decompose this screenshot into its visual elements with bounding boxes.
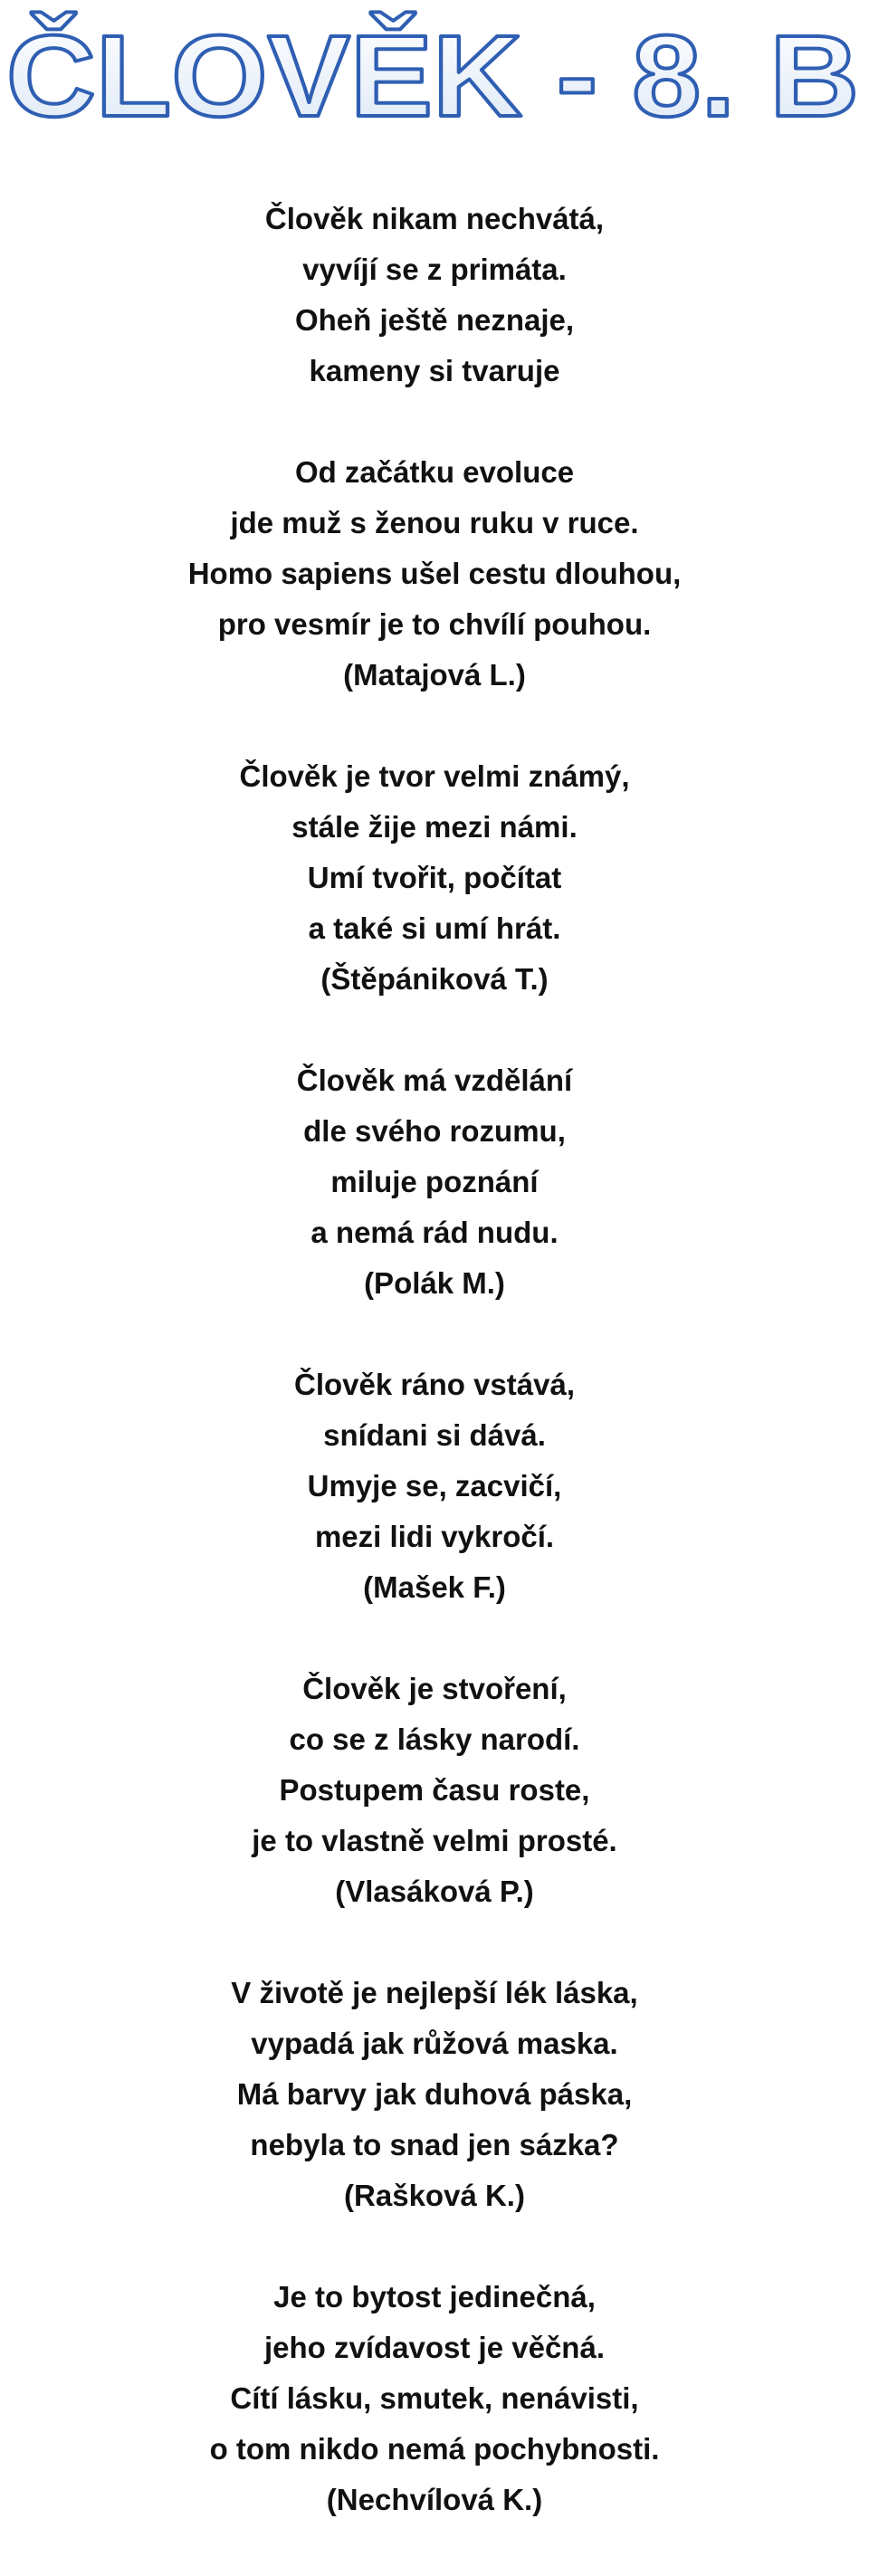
author-credit: (Nechvílová K.) [326, 2483, 543, 2516]
poem-line: stále žije mezi námi. [291, 810, 578, 844]
title-wordart [0, 0, 869, 136]
poem-line: a nemá rád nudu. [310, 1216, 559, 1249]
poem-line: Člověk je stvoření, [302, 1672, 567, 1705]
poem-line: Umyje se, zacvičí, [307, 1469, 562, 1503]
poem-line: jeho zvídavost je věčná. [264, 2331, 605, 2364]
stanza-4 [0, 1055, 869, 1309]
poem-line: kameny si tvaruje [309, 354, 560, 387]
poem-line: Od začátku evoluce [294, 455, 575, 489]
author-credit: (Mašek F.) [363, 1570, 506, 1604]
poem-line: Člověk je tvor velmi známý, [239, 759, 630, 793]
stanza-1 [0, 194, 869, 396]
poem-line: o tom nikdo nemá pochybnosti. [209, 2432, 660, 2466]
author-credit: (Rašková K.) [344, 2179, 525, 2212]
poem-line: nebyla to snad jen sázka? [250, 2128, 619, 2161]
poem-body [0, 194, 869, 2576]
author-credit: (Štěpániková T.) [320, 962, 549, 996]
poem-line: mezi lidi vykročí. [314, 1520, 555, 1553]
stanza-7 [0, 1968, 869, 2221]
author-credit: (Matajová L.) [343, 658, 526, 692]
author-credit: (Polák M.) [364, 1266, 505, 1300]
poem-line: co se z lásky narodí. [289, 1722, 580, 1756]
poem-line: Postupem času roste, [279, 1773, 590, 1807]
page-title: ČLOVĚK - 8. B [6, 12, 860, 136]
stanza-2 [0, 447, 869, 701]
stanza-8 [0, 2272, 869, 2525]
poem-line: Oheň ještě neznaje, [294, 303, 575, 337]
poem-line: V životě je nejlepší lék láska, [231, 1976, 638, 2009]
poem-line: a také si umí hrát. [308, 911, 561, 945]
author-credit: (Vlasáková P.) [335, 1875, 534, 1908]
poem-line: Má barvy jak duhová páska, [236, 2077, 633, 2111]
poem-line: vypadá jak růžová maska. [251, 2027, 618, 2060]
poem-line: pro vesmír je to chvílí pouhou. [217, 607, 652, 641]
poem-line: Člověk nikam nechvátá, [264, 202, 605, 235]
poem-line: vyvíjí se z primáta. [302, 253, 567, 286]
poem-line: Umí tvořit, počítat [307, 861, 562, 894]
title-banner [0, 0, 869, 136]
stanza-6 [0, 1664, 869, 1917]
poem-line: je to vlastně velmi prosté. [252, 1824, 617, 1857]
poem-line: snídani si dává. [323, 1418, 546, 1452]
poem-line: Je to bytost jedinečná, [273, 2280, 596, 2314]
poem-line: dle svého rozumu, [303, 1114, 566, 1148]
poem-line: Cítí lásku, smutek, nenávisti, [230, 2381, 639, 2415]
poem-line: jde muž s ženou ruku v ruce. [230, 506, 639, 539]
stanza-3 [0, 751, 869, 1005]
poem-line: Člověk ráno vstává, [294, 1368, 575, 1401]
poem-line: miluje poznání [330, 1165, 539, 1198]
poem-line: Homo sapiens ušel cestu dlouhou, [187, 557, 682, 590]
poem-line: Člověk má vzdělání [296, 1064, 573, 1097]
stanza-5 [0, 1360, 869, 1613]
